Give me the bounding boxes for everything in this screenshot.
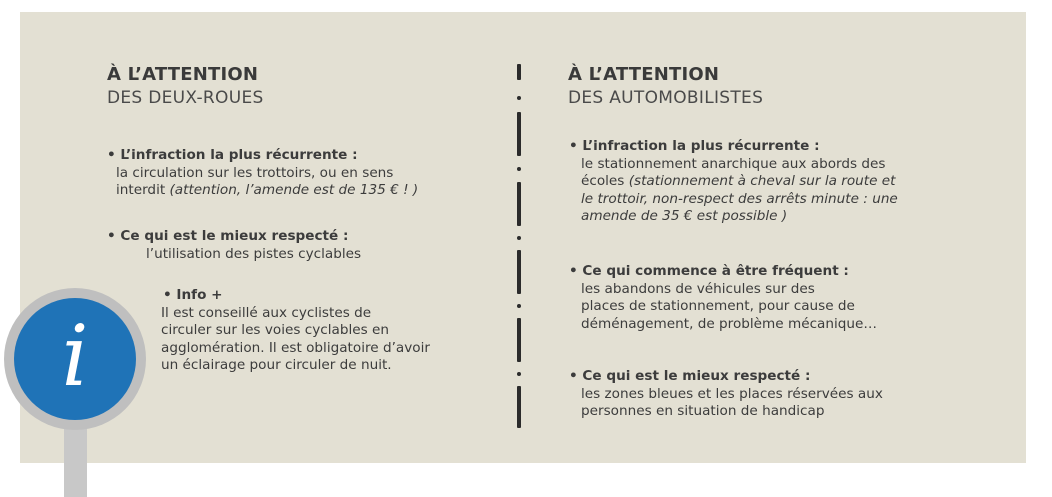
item-text: personnes en situation de handicap	[581, 403, 825, 419]
drivers-item-respected	[569, 368, 883, 421]
info-glyph: i	[61, 307, 89, 405]
info-text: Il est conseillé aux cyclistes de	[161, 304, 372, 321]
info-text: circuler sur les voies cyclables en	[161, 322, 389, 338]
item-text: la circulation sur les trottoirs, ou en sens	[116, 164, 394, 181]
info-icon	[14, 298, 136, 420]
cyclists-column	[107, 64, 264, 108]
item-text: écoles	[581, 173, 629, 189]
drivers-item-frequent	[569, 263, 877, 333]
cyclists-item-respected	[107, 228, 361, 263]
item-heading: • Ce qui est le mieux respecté :	[569, 368, 811, 384]
item-note: (stationnement à cheval sur la route et	[628, 173, 896, 189]
item-heading: • L’infraction la plus récurrente :	[107, 147, 358, 163]
info-text: agglomération. Il est obligatoire d’avoir	[161, 339, 430, 356]
item-heading: • Ce qui est le mieux respecté :	[107, 228, 349, 244]
cyclists-title: À L’ATTENTION	[107, 64, 259, 85]
item-heading: • L’infraction la plus récurrente :	[569, 138, 820, 154]
info-heading: • Info +	[163, 287, 223, 303]
cyclists-item-infraction	[107, 147, 418, 200]
drivers-subtitle: DES AUTOMOBILISTES	[568, 88, 764, 108]
item-note: amende de 35 € est possible )	[581, 208, 788, 224]
drivers-item-infraction	[569, 138, 898, 226]
column-divider	[517, 64, 521, 428]
item-text: places de stationnement, pour cause de	[581, 298, 855, 314]
item-text: interdit	[116, 182, 170, 198]
info-sign-icon	[4, 288, 146, 430]
item-text: l’utilisation des pistes cyclables	[146, 245, 362, 262]
item-text: les abandons de véhicules sur des	[581, 280, 815, 297]
item-note: (attention, l’amende est de 135 € ! )	[169, 182, 419, 198]
item-note: le trottoir, non-respect des arrêts minute : une	[581, 190, 898, 207]
drivers-column	[568, 64, 763, 108]
drivers-title: À L’ATTENTION	[568, 64, 720, 85]
item-text: les zones bleues et les places réservées aux	[581, 385, 883, 402]
item-text: déménagement, de problème mécanique…	[581, 315, 877, 332]
item-heading: • Ce qui commence à être fréquent :	[569, 263, 849, 279]
item-text: le stationnement anarchique aux abords des	[581, 155, 886, 172]
cyclists-subtitle: DES DEUX-ROUES	[107, 88, 264, 108]
cyclists-info	[161, 287, 430, 375]
info-text: un éclairage pour circuler de nuit.	[161, 357, 392, 373]
